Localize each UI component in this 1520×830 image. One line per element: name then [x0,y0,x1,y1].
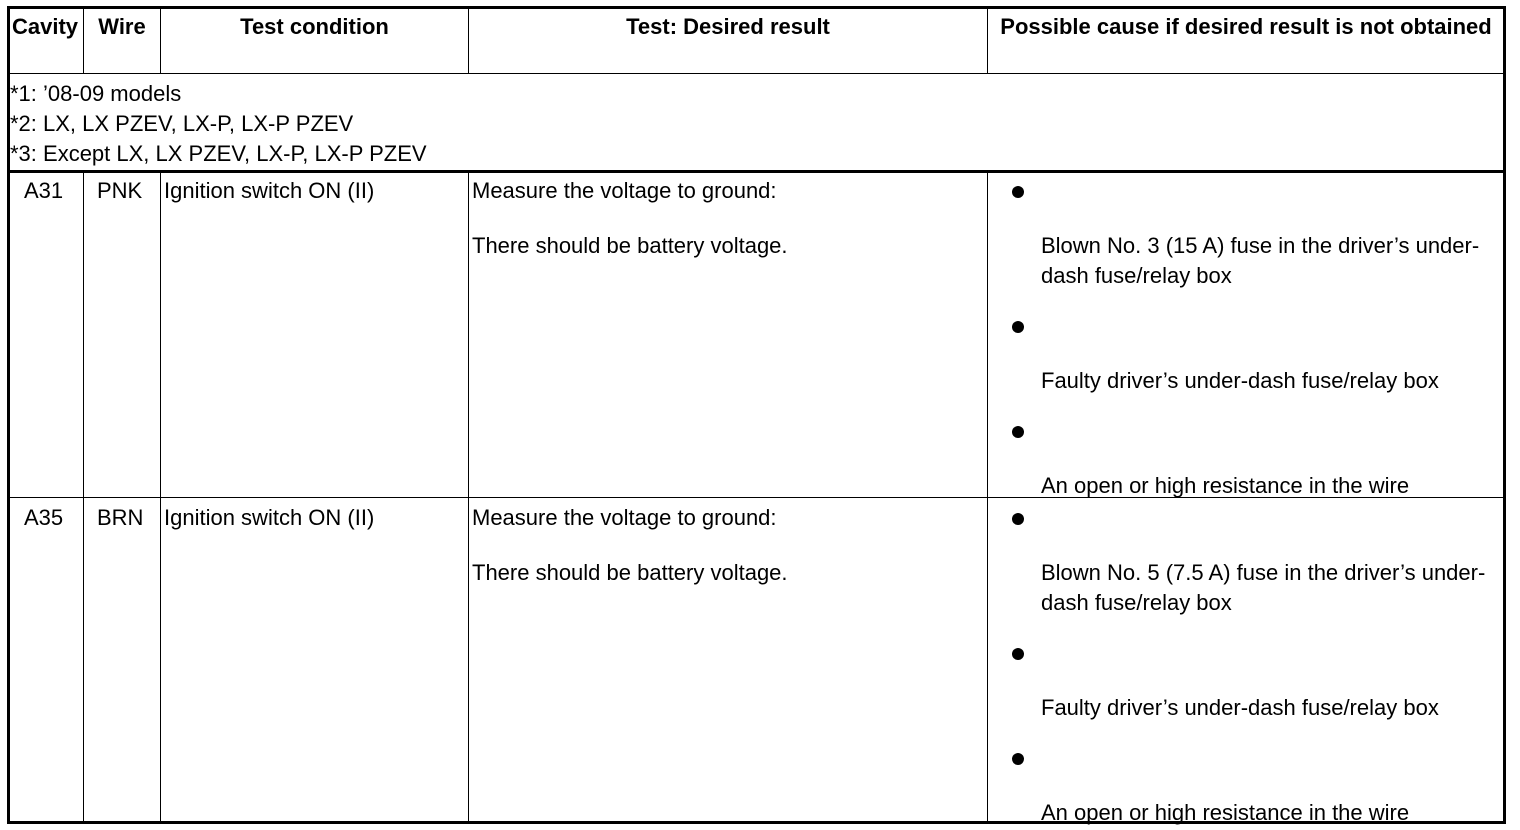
row-1-cavity: A31 [24,178,64,203]
row-1-condition: Ignition switch ON (II) [164,178,375,203]
header-test-condition: Test condition [240,14,389,39]
bullet-icon [1012,186,1024,198]
col-rule [987,9,988,74]
header-desired-result: Test: Desired result [626,14,830,39]
row-2-desired-line-1: Measure the voltage to ground: [472,505,777,530]
header-possible-cause: Possible cause if desired result is not obtained [1000,14,1492,39]
bullet-icon [1012,321,1024,333]
col-rule [468,170,469,821]
bullet-icon [1012,513,1024,525]
row-2-cause-1: Blown No. 5 (7.5 A) fuse in the driver’s under-dash fuse/relay box [1041,560,1486,615]
header-wire: Wire [98,14,146,39]
bullet-icon [1012,426,1024,438]
row-2-cause-3: An open or high resistance in the wire [1041,800,1410,825]
notes-rule [10,170,1503,173]
bullet-icon [1012,648,1024,660]
col-rule [160,170,161,821]
row-1-desired-line-2: There should be battery voltage. [472,233,788,258]
col-rule [987,170,988,821]
header-rule [10,73,1503,74]
row-2-desired-line-2: There should be battery voltage. [472,560,788,585]
row-1-desired-line-1: Measure the voltage to ground: [472,178,777,203]
row-2-cavity: A35 [24,505,64,530]
row-2-cause-2: Faulty driver’s under-dash fuse/relay box [1041,695,1439,720]
footnotes [10,79,427,169]
row-1-cause-3: An open or high resistance in the wire [1041,473,1410,498]
header-cavity: Cavity [11,14,79,39]
row-1-cause-1: Blown No. 3 (15 A) fuse in the driver’s under-dash fuse/relay box [1041,233,1480,288]
footnote-3: *3: Except LX, LX PZEV, LX-P, LX-P PZEV [10,141,427,166]
row-1-cause-2: Faulty driver’s under-dash fuse/relay box [1041,368,1439,393]
footnote-2: *2: LX, LX PZEV, LX-P, LX-P PZEV [10,111,354,136]
bullet-icon [1012,753,1024,765]
footnote-1: *1: ’08-09 models [10,81,182,106]
row-2-condition: Ignition switch ON (II) [164,505,375,530]
col-rule [83,170,84,821]
diagnostic-table [7,6,1506,824]
row-2-wire: BRN [97,505,144,530]
row-1-wire: PNK [97,178,143,203]
